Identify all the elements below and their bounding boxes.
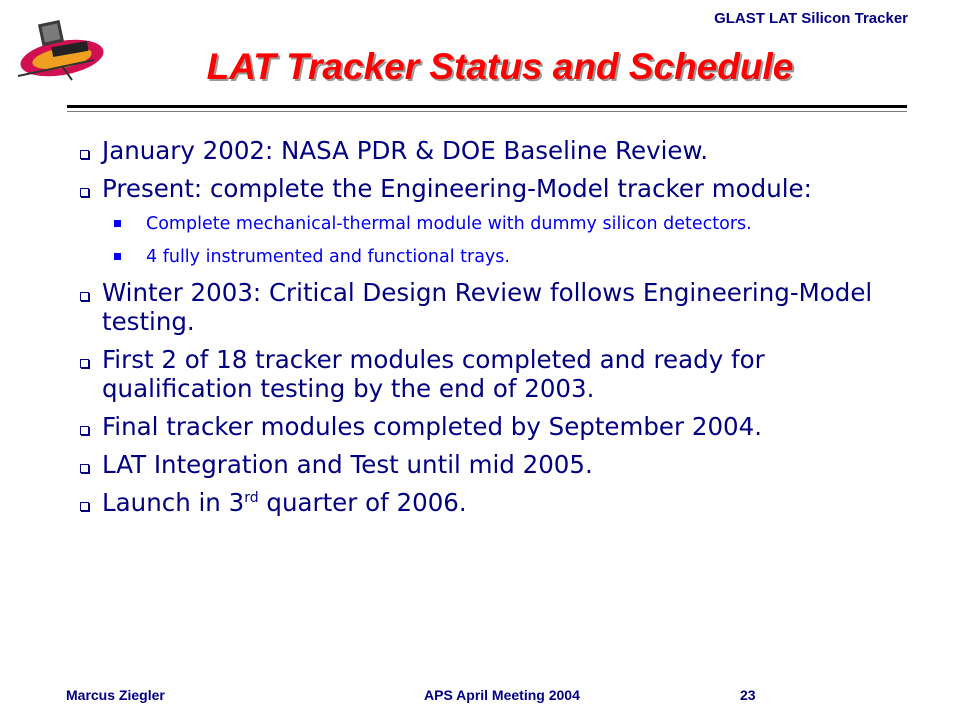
title-rule — [67, 105, 907, 108]
square-bullet-icon — [80, 502, 89, 511]
square-bullet-icon — [80, 292, 89, 301]
bullet-item — [60, 450, 920, 479]
bullet-text-end: quarter of 2006. — [258, 488, 467, 517]
sub-bullet-item — [60, 245, 920, 269]
bullet-text: Final tracker modules completed by September 2004. — [102, 412, 762, 441]
bullet-item — [60, 174, 920, 203]
header-tag: GLAST LAT Silicon Tracker — [714, 10, 908, 27]
square-bullet-icon — [80, 150, 89, 159]
bullet-text: First 2 of 18 tracker modules completed and ready for qualification testing by the end of 2003. — [102, 345, 765, 403]
bullet-text-start: Launch in 3 — [102, 488, 245, 517]
sub-bullet-text: Complete mechanical-thermal module with dummy silicon detectors. — [146, 214, 752, 234]
bullet-text: Present: complete the Engineering-Model tracker module: — [102, 174, 812, 203]
square-bullet-icon — [80, 188, 89, 197]
bullet-text: January 2002: NASA PDR & DOE Baseline Review. — [102, 136, 709, 165]
title-rule-thin — [67, 111, 907, 112]
square-bullet-icon — [80, 464, 89, 473]
slide-title: LAT Tracker Status and Schedule — [206, 46, 794, 87]
filled-square-bullet-icon — [114, 253, 121, 260]
bullet-item — [60, 136, 920, 165]
ordinal-superscript: rd — [244, 490, 259, 506]
filled-square-bullet-icon — [114, 220, 121, 227]
bullet-text: Winter 2003: Critical Design Review follows Engineering-Model testing. — [102, 278, 873, 336]
sub-bullet-item — [60, 212, 920, 236]
footer-meeting: APS April Meeting 2004 — [424, 687, 580, 703]
bullet-item — [60, 278, 920, 336]
footer-page-number: 23 — [740, 687, 756, 703]
bullet-text: LAT Integration and Test until mid 2005. — [102, 450, 593, 479]
bullet-item — [60, 412, 920, 441]
bullet-item — [60, 488, 920, 517]
bullet-list — [60, 136, 920, 526]
square-bullet-icon — [80, 359, 89, 368]
footer-author: Marcus Ziegler — [66, 687, 165, 703]
square-bullet-icon — [80, 426, 89, 435]
bullet-item — [60, 345, 920, 403]
sub-bullet-text: 4 fully instrumented and functional trays. — [146, 247, 510, 267]
